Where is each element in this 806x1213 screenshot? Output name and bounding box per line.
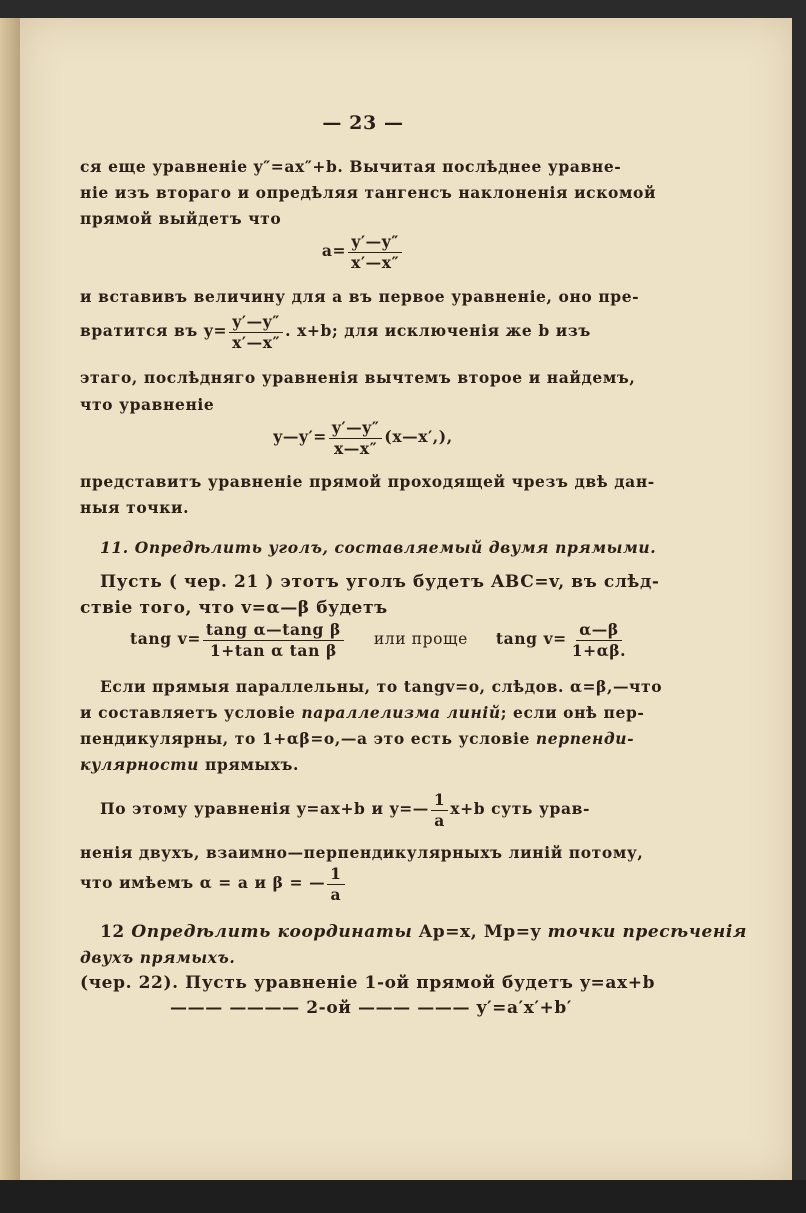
text-span: ; если онѣ пер- <box>500 703 645 722</box>
inline-fraction <box>327 866 344 902</box>
text-line: двухъ прямыхъ. <box>80 948 236 967</box>
text-line: и вставивъ величину для a въ первое уравненіе, оно пре- <box>80 287 640 306</box>
text-span: ся еще уравненіе y″=ax″+b. Вычитая послѣднее уравне- <box>80 157 622 176</box>
text-line <box>80 157 646 176</box>
text-span: прямыхъ. <box>199 755 299 774</box>
eq2-denominator: x—x″ <box>333 438 378 458</box>
equation-3 <box>130 622 631 658</box>
text-line: представитъ уравненіе прямой проходящей чрезъ двѣ дан- <box>80 472 655 491</box>
text-line: ныя точки. <box>80 498 190 517</box>
equation-1 <box>80 234 646 270</box>
text-span: x+b суть урав- <box>450 799 591 818</box>
text-span: y′=a′x′+b′ <box>476 998 572 1018</box>
eq1-numerator: y′—y″ <box>348 234 402 253</box>
text-line: ніе изъ втораго и опредѣляя тангенсъ наклоненія искомой <box>80 183 657 202</box>
eq3-numerator2: α—β <box>576 622 622 641</box>
text-line: ствіе того, что v=α—β будетъ <box>80 598 388 618</box>
eq3-connector: или проще <box>373 630 468 648</box>
text-line <box>80 755 299 774</box>
fraction-denominator: a <box>330 884 342 904</box>
eq3-denominator: 1+tan α tan β <box>209 640 337 660</box>
text-span: что имѣемъ α = a и β = — <box>80 873 326 892</box>
text-span: ——— ———— 2-ой ——— ——— <box>170 998 477 1018</box>
fraction-denominator: a <box>434 810 445 830</box>
text-line: Если прямыя параллельны, то tangv=o, слѣдов. α=β,—что <box>100 677 663 696</box>
eq1-denominator: x′—x″ <box>351 252 400 272</box>
inline-fraction <box>229 314 283 350</box>
text-line: что уравненіе <box>80 395 215 414</box>
italic-term: Опредѣлить координаты <box>131 922 413 942</box>
text-line <box>80 703 644 722</box>
text-line-with-fraction <box>80 866 347 902</box>
eq3-lhs: tang v= <box>130 629 201 648</box>
eq2-lhs: y—y′= <box>273 427 327 446</box>
fraction-numerator: 1 <box>431 792 448 811</box>
fraction-denominator: x′—x″ <box>232 332 281 352</box>
page-number: — 23 — <box>322 112 404 134</box>
text-span: вратится въ y= <box>80 321 228 340</box>
eq1-lhs: a= <box>321 241 347 260</box>
text-line-with-fraction <box>100 792 590 828</box>
text-line: этаго, послѣдняго уравненія вычтемъ второе и найдемъ, <box>80 368 636 387</box>
text-span: По этому уравненія y=ax+b и y=— <box>100 799 429 818</box>
text-line <box>170 998 572 1018</box>
eq1-fraction <box>348 234 402 270</box>
eq3-numerator: tang α—tang β <box>203 622 344 641</box>
text-line-with-fraction <box>80 314 591 350</box>
text-line: прямой выйдетъ что <box>80 209 282 228</box>
text-line: (чер. 22). Пусть уравненіе 1-ой прямой будетъ y=ax+b <box>80 973 656 993</box>
italic-term: перпенди- <box>535 729 635 748</box>
text-span: . x+b; для исключенія же b изъ <box>285 321 591 340</box>
text-span: и составляетъ условіе <box>80 703 302 722</box>
eq3-denominator2: 1+αβ. <box>571 640 627 660</box>
section-heading-12 <box>100 922 747 942</box>
book-spine <box>0 18 20 1180</box>
italic-term: параллелизма линій <box>301 703 501 722</box>
text-span: 12 <box>100 922 132 942</box>
italic-term: кулярности <box>80 755 200 774</box>
text-span: пендикулярны, то 1+αβ=o,—а это есть условіе <box>80 729 536 748</box>
eq2-rhs: (x—x′,), <box>384 427 453 446</box>
eq3-lhs2: tang v= <box>495 629 567 648</box>
fraction-numerator: y′—y″ <box>229 314 283 333</box>
text-line: ненія двухъ, взаимно—перпендикулярныхъ линій потому, <box>80 843 644 862</box>
fraction-numerator: 1 <box>327 866 344 885</box>
equation-2 <box>80 420 646 456</box>
text-line: Пусть ( чер. 21 ) этотъ уголъ будетъ ABC=v, въ слѣд- <box>100 572 660 592</box>
italic-term: точки пресѣченія <box>547 922 748 942</box>
section-heading-11: 11. Опредѣлить уголъ, составляемый двумя прямыми. <box>100 538 657 557</box>
eq3-fraction2 <box>569 622 629 658</box>
text-line <box>80 729 634 748</box>
inline-fraction <box>431 792 448 828</box>
text-span: Ap=x, Mp=y <box>412 922 548 942</box>
scan-background <box>0 1180 806 1213</box>
eq2-fraction <box>329 420 383 456</box>
eq3-fraction <box>203 622 344 658</box>
eq2-numerator: y′—y″ <box>329 420 383 439</box>
